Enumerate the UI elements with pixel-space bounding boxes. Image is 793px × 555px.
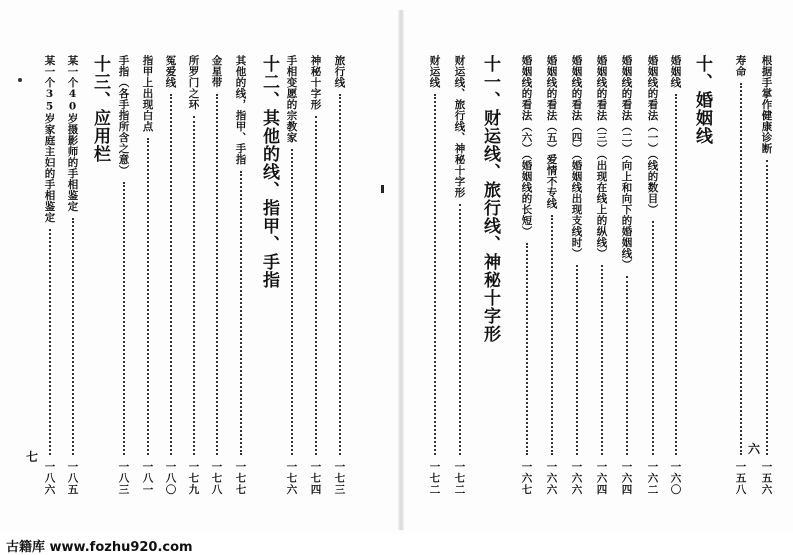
toc-entry-title: 其他的线，指甲、手指 [234, 55, 247, 165]
toc-entry [309, 55, 323, 495]
toc-entry-page: 一七八 [210, 460, 223, 495]
toc-entry-page: 一六七 [520, 460, 533, 495]
toc-entry-page: 一七二 [428, 460, 441, 495]
page-number: 六 [748, 442, 761, 456]
leader-dots [434, 94, 436, 455]
toc-entry [760, 55, 774, 495]
toc-entry-page: 一八五 [66, 460, 79, 495]
toc-entry-page: 一六六 [545, 460, 558, 495]
toc-entry-title: 指甲上出现白点 [141, 55, 154, 132]
section-heading: 十一、财运线、旅行线、神秘十字形 [480, 55, 500, 343]
toc-entry [187, 55, 201, 495]
toc-entry [333, 55, 347, 495]
toc-entry-title: 手相变愿的宗教家 [285, 55, 298, 143]
toc-entry-page: 一八一 [141, 460, 154, 495]
leader-dots [652, 221, 654, 455]
toc-entry [669, 55, 683, 495]
toc-entry-page: 一六二 [646, 460, 659, 495]
toc-entry-page: 一七六 [285, 460, 298, 495]
toc-entry-page: 一七三 [333, 460, 346, 495]
toc-entry-title: 婚姻线的看法（六）（婚姻线的长短） [520, 55, 533, 237]
leader-dots [240, 171, 242, 455]
toc-entry-title: 金星带 [210, 55, 223, 88]
toc-entry [570, 55, 584, 495]
leader-dots [216, 94, 218, 455]
toc-entry-title: 婚姻线的看法（四）（婚姻线出现支线时） [570, 55, 583, 259]
leader-dots [459, 204, 461, 455]
leader-dots [675, 94, 677, 455]
toc-entry [620, 55, 634, 495]
leader-dots [626, 276, 628, 455]
toc-entry-page: 一六四 [620, 460, 633, 495]
book-gutter [398, 10, 404, 530]
page-number: 七 [26, 450, 39, 464]
leader-dots [147, 138, 149, 455]
leader-dots [766, 160, 768, 455]
watermark-text: 古籍库 www.fozhu920.com [6, 540, 193, 555]
toc-entry [595, 55, 609, 495]
toc-entry-page: 一六〇 [669, 460, 682, 495]
toc-entry [141, 55, 155, 495]
leader-dots [49, 229, 51, 455]
toc-entry-title: 财运线 [428, 55, 441, 88]
toc-entry [234, 55, 248, 495]
toc-entry-page: 一五六 [760, 460, 773, 495]
toc-entry [164, 55, 178, 495]
toc-entry [66, 55, 80, 495]
toc-entry-title: 婚姻线的看法（三）（出现在线上的纵线） [595, 55, 608, 259]
toc-entry-title: 旅行线 [333, 55, 346, 88]
toc-entry-title: 寿命 [734, 55, 747, 77]
toc-entry [210, 55, 224, 495]
toc-entry-title: 婚姻线的看法（五）爱情不专线 [545, 55, 558, 209]
toc-entry [117, 55, 131, 495]
toc-entry [545, 55, 559, 495]
leader-dots [123, 182, 125, 455]
toc-entry-page: 一七二 [453, 460, 466, 495]
toc-entry-title: 手指（各手指所含之意） [117, 55, 130, 176]
toc-entry-page: 一七七 [234, 460, 247, 495]
leader-dots [170, 94, 172, 455]
toc-entry-title: 神秘十字形 [309, 55, 322, 110]
toc-entry [453, 55, 467, 495]
toc-entry-page: 一八〇 [164, 460, 177, 495]
leader-dots [740, 83, 742, 455]
toc-entry-title: 根据手掌作健康诊断 [760, 55, 773, 154]
toc-entry-page: 一八三 [117, 460, 130, 495]
toc-entry-page: 一七四 [309, 460, 322, 495]
leader-dots [526, 243, 528, 455]
section-heading: 十二、其他的线、指甲、手指 [259, 55, 279, 289]
leader-dots [601, 265, 603, 455]
toc-entry [43, 55, 57, 495]
toc-entry-title: 冤爱线 [164, 55, 177, 88]
toc-entry-page: 一五八 [734, 460, 747, 495]
leader-dots [291, 149, 293, 455]
leader-dots [315, 116, 317, 455]
toc-entry [520, 55, 534, 495]
toc-entry [285, 55, 299, 495]
toc-entry-page: 一八六 [43, 460, 56, 495]
leader-dots [72, 218, 74, 455]
leader-dots [193, 116, 195, 455]
toc-entry-title: 婚姻线 [669, 55, 682, 88]
section-heading: 十、婚姻线 [692, 55, 712, 145]
toc-entry-title: 财运线、旅行线、神秘十字形 [453, 55, 466, 198]
toc-entry-title: 婚姻线的看法（一）（线的数目） [646, 55, 659, 215]
watermark-footer [0, 533, 793, 555]
toc-entry-title: 某一个35岁家庭主妇的手相鉴定 [43, 55, 56, 223]
leader-dots [551, 215, 553, 455]
toc-entry [646, 55, 660, 495]
leader-dots [576, 265, 578, 455]
toc-entry-page: 一六四 [595, 460, 608, 495]
toc-entry-page: 一六六 [570, 460, 583, 495]
toc-entry [734, 55, 748, 495]
toc-entry-title: 某一个40岁摄影师的手相鉴定 [66, 55, 79, 212]
toc-entry-title: 婚姻线的看法（二）（向上和向下的婚姻线） [620, 55, 633, 270]
section-heading: 十三、应用栏 [90, 55, 110, 163]
leader-dots [339, 94, 341, 455]
scan-speck [18, 78, 22, 82]
toc-entry [428, 55, 442, 495]
scan-speck [381, 185, 384, 193]
toc-entry-title: 所罗门之环 [187, 55, 200, 110]
toc-entry-page: 一七九 [187, 460, 200, 495]
